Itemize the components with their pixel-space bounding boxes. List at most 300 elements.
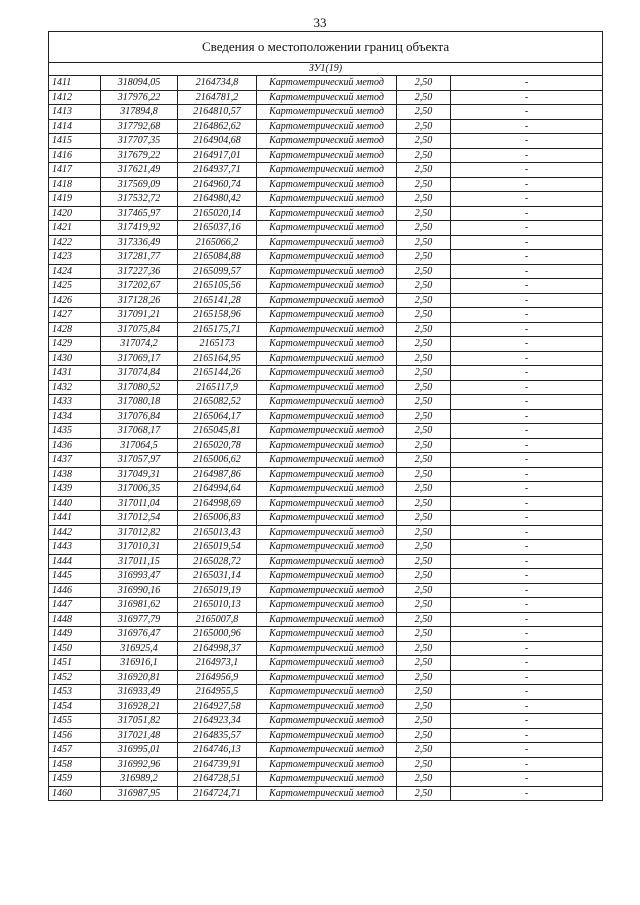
x-coordinate-cell: 316928,21 [101,699,178,714]
description-cell: - [451,279,603,294]
page-number: 33 [313,15,327,30]
y-coordinate-cell: 2165105,56 [178,279,257,294]
description-cell: - [451,163,603,178]
x-coordinate-cell: 317128,26 [101,293,178,308]
accuracy-cell: 2,50 [397,221,451,236]
method-cell: Картометрический метод [257,206,397,221]
point-number-cell: 1442 [49,525,101,540]
table-row [49,76,603,91]
table-row [49,366,603,381]
method-cell: Картометрический метод [257,656,397,671]
y-coordinate-cell: 2165031,14 [178,569,257,584]
table-row [49,641,603,656]
method-cell: Картометрический метод [257,380,397,395]
description-cell: - [451,453,603,468]
y-coordinate-cell: 2164998,69 [178,496,257,511]
description-cell: - [451,134,603,149]
point-number-cell: 1450 [49,641,101,656]
x-coordinate-cell: 317227,36 [101,264,178,279]
table-row [49,235,603,250]
accuracy-cell: 2,50 [397,438,451,453]
accuracy-cell: 2,50 [397,728,451,743]
method-cell: Картометрический метод [257,525,397,540]
table-row [49,148,603,163]
table-row [49,728,603,743]
point-number-cell: 1422 [49,235,101,250]
y-coordinate-cell: 2165020,14 [178,206,257,221]
point-number-cell: 1436 [49,438,101,453]
y-coordinate-cell: 2165006,62 [178,453,257,468]
table-row [49,525,603,540]
description-cell: - [451,598,603,613]
y-coordinate-cell: 2165028,72 [178,554,257,569]
point-number-cell: 1460 [49,786,101,801]
y-coordinate-cell: 2164955,5 [178,685,257,700]
y-coordinate-cell: 2164998,37 [178,641,257,656]
point-number-cell: 1413 [49,105,101,120]
point-number-cell: 1428 [49,322,101,337]
table-row [49,540,603,555]
description-cell: - [451,250,603,265]
description-cell: - [451,148,603,163]
point-number-cell: 1421 [49,221,101,236]
y-coordinate-cell: 2165019,19 [178,583,257,598]
boundary-table [48,31,603,801]
method-cell: Картометрический метод [257,685,397,700]
accuracy-cell: 2,50 [397,569,451,584]
y-coordinate-cell: 2164927,58 [178,699,257,714]
table-row [49,670,603,685]
table-row [49,627,603,642]
accuracy-cell: 2,50 [397,351,451,366]
point-number-cell: 1423 [49,250,101,265]
description-cell: - [451,656,603,671]
point-number-cell: 1418 [49,177,101,192]
point-number-cell: 1458 [49,757,101,772]
table-section-row [49,63,603,76]
point-number-cell: 1417 [49,163,101,178]
accuracy-cell: 2,50 [397,148,451,163]
table-row [49,250,603,265]
y-coordinate-cell: 2165007,8 [178,612,257,627]
description-cell: - [451,337,603,352]
x-coordinate-cell: 317074,84 [101,366,178,381]
accuracy-cell: 2,50 [397,206,451,221]
description-cell: - [451,322,603,337]
table-row [49,482,603,497]
y-coordinate-cell: 2164835,57 [178,728,257,743]
accuracy-cell: 2,50 [397,554,451,569]
x-coordinate-cell: 317006,35 [101,482,178,497]
table-row [49,438,603,453]
point-number-cell: 1453 [49,685,101,700]
method-cell: Картометрический метод [257,670,397,685]
description-cell: - [451,90,603,105]
point-number-cell: 1456 [49,728,101,743]
description-cell: - [451,409,603,424]
description-cell: - [451,554,603,569]
description-cell: - [451,221,603,236]
y-coordinate-cell: 2164937,71 [178,163,257,178]
x-coordinate-cell: 317679,22 [101,148,178,163]
description-cell: - [451,670,603,685]
y-coordinate-cell: 2164781,2 [178,90,257,105]
point-number-cell: 1429 [49,337,101,352]
point-number-cell: 1455 [49,714,101,729]
table-row [49,772,603,787]
table-row [49,757,603,772]
description-cell: - [451,627,603,642]
x-coordinate-cell: 316977,79 [101,612,178,627]
accuracy-cell: 2,50 [397,322,451,337]
y-coordinate-cell: 2164994,64 [178,482,257,497]
description-cell: - [451,424,603,439]
y-coordinate-cell: 2165173 [178,337,257,352]
accuracy-cell: 2,50 [397,496,451,511]
x-coordinate-cell: 317281,77 [101,250,178,265]
x-coordinate-cell: 318094,05 [101,76,178,91]
x-coordinate-cell: 317336,49 [101,235,178,250]
x-coordinate-cell: 316981,62 [101,598,178,613]
table-row [49,743,603,758]
accuracy-cell: 2,50 [397,641,451,656]
method-cell: Картометрический метод [257,366,397,381]
accuracy-cell: 2,50 [397,163,451,178]
y-coordinate-cell: 2165082,52 [178,395,257,410]
y-coordinate-cell: 2165066,2 [178,235,257,250]
description-cell: - [451,264,603,279]
x-coordinate-cell: 317011,04 [101,496,178,511]
description-cell: - [451,467,603,482]
y-coordinate-cell: 2165000,96 [178,627,257,642]
description-cell: - [451,612,603,627]
x-coordinate-cell: 317012,54 [101,511,178,526]
accuracy-cell: 2,50 [397,337,451,352]
accuracy-cell: 2,50 [397,192,451,207]
x-coordinate-cell: 317075,84 [101,322,178,337]
x-coordinate-cell: 317080,52 [101,380,178,395]
x-coordinate-cell: 317621,49 [101,163,178,178]
accuracy-cell: 2,50 [397,699,451,714]
point-number-cell: 1435 [49,424,101,439]
point-number-cell: 1412 [49,90,101,105]
accuracy-cell: 2,50 [397,293,451,308]
y-coordinate-cell: 2165020,78 [178,438,257,453]
method-cell: Картометрический метод [257,395,397,410]
table-row [49,380,603,395]
point-number-cell: 1445 [49,569,101,584]
point-number-cell: 1411 [49,76,101,91]
x-coordinate-cell: 317465,97 [101,206,178,221]
accuracy-cell: 2,50 [397,482,451,497]
point-number-cell: 1432 [49,380,101,395]
point-number-cell: 1425 [49,279,101,294]
method-cell: Картометрический метод [257,438,397,453]
table-row [49,395,603,410]
table-row [49,337,603,352]
accuracy-cell: 2,50 [397,380,451,395]
description-cell: - [451,714,603,729]
table-row [49,177,603,192]
point-number-cell: 1431 [49,366,101,381]
x-coordinate-cell: 316976,47 [101,627,178,642]
method-cell: Картометрический метод [257,424,397,439]
description-cell: - [451,496,603,511]
table-row [49,279,603,294]
method-cell: Картометрический метод [257,627,397,642]
description-cell: - [451,192,603,207]
description-cell: - [451,177,603,192]
table-row [49,293,603,308]
x-coordinate-cell: 317012,82 [101,525,178,540]
y-coordinate-cell: 2164923,34 [178,714,257,729]
accuracy-cell: 2,50 [397,772,451,787]
x-coordinate-cell: 317569,09 [101,177,178,192]
x-coordinate-cell: 317419,92 [101,221,178,236]
y-coordinate-cell: 2165013,43 [178,525,257,540]
description-cell: - [451,395,603,410]
y-coordinate-cell: 2165045,81 [178,424,257,439]
table-title: Сведения о местоположении границ объекта [49,32,603,63]
accuracy-cell: 2,50 [397,670,451,685]
accuracy-cell: 2,50 [397,395,451,410]
y-coordinate-cell: 2164973,1 [178,656,257,671]
table-row [49,424,603,439]
point-number-cell: 1414 [49,119,101,134]
description-cell: - [451,786,603,801]
table-row [49,714,603,729]
point-number-cell: 1441 [49,511,101,526]
accuracy-cell: 2,50 [397,424,451,439]
method-cell: Картометрический метод [257,728,397,743]
accuracy-cell: 2,50 [397,119,451,134]
method-cell: Картометрический метод [257,786,397,801]
y-coordinate-cell: 2165144,26 [178,366,257,381]
point-number-cell: 1419 [49,192,101,207]
table-row [49,453,603,468]
table-title-row [49,32,603,63]
x-coordinate-cell: 316992,96 [101,757,178,772]
description-cell: - [451,511,603,526]
table-row [49,409,603,424]
accuracy-cell: 2,50 [397,366,451,381]
method-cell: Картометрический метод [257,641,397,656]
table-row [49,322,603,337]
point-number-cell: 1426 [49,293,101,308]
point-number-cell: 1459 [49,772,101,787]
method-cell: Картометрический метод [257,308,397,323]
method-cell: Картометрический метод [257,453,397,468]
description-cell: - [451,757,603,772]
accuracy-cell: 2,50 [397,177,451,192]
accuracy-cell: 2,50 [397,279,451,294]
y-coordinate-cell: 2165164,95 [178,351,257,366]
y-coordinate-cell: 2164746,13 [178,743,257,758]
description-cell: - [451,743,603,758]
y-coordinate-cell: 2165175,71 [178,322,257,337]
description-cell: - [451,728,603,743]
y-coordinate-cell: 2165010,13 [178,598,257,613]
y-coordinate-cell: 2164724,71 [178,786,257,801]
x-coordinate-cell: 316993,47 [101,569,178,584]
point-number-cell: 1447 [49,598,101,613]
description-cell: - [451,380,603,395]
table-row [49,511,603,526]
point-number-cell: 1454 [49,699,101,714]
y-coordinate-cell: 2165099,57 [178,264,257,279]
y-coordinate-cell: 2165084,88 [178,250,257,265]
method-cell: Картометрический метод [257,337,397,352]
point-number-cell: 1416 [49,148,101,163]
method-cell: Картометрический метод [257,148,397,163]
accuracy-cell: 2,50 [397,467,451,482]
table-row [49,699,603,714]
y-coordinate-cell: 2164987,86 [178,467,257,482]
y-coordinate-cell: 2165158,96 [178,308,257,323]
method-cell: Картометрический метод [257,250,397,265]
table-row [49,134,603,149]
accuracy-cell: 2,50 [397,511,451,526]
method-cell: Картометрический метод [257,279,397,294]
description-cell: - [451,105,603,120]
x-coordinate-cell: 317202,67 [101,279,178,294]
accuracy-cell: 2,50 [397,656,451,671]
point-number-cell: 1446 [49,583,101,598]
x-coordinate-cell: 317064,5 [101,438,178,453]
accuracy-cell: 2,50 [397,105,451,120]
point-number-cell: 1437 [49,453,101,468]
x-coordinate-cell: 316995,01 [101,743,178,758]
table-row [49,206,603,221]
point-number-cell: 1415 [49,134,101,149]
x-coordinate-cell: 316920,81 [101,670,178,685]
point-number-cell: 1448 [49,612,101,627]
description-cell: - [451,119,603,134]
method-cell: Картометрический метод [257,134,397,149]
description-cell: - [451,569,603,584]
y-coordinate-cell: 2164917,01 [178,148,257,163]
point-number-cell: 1449 [49,627,101,642]
description-cell: - [451,641,603,656]
x-coordinate-cell: 317011,15 [101,554,178,569]
table-row [49,192,603,207]
table-row [49,119,603,134]
accuracy-cell: 2,50 [397,308,451,323]
y-coordinate-cell: 2165019,54 [178,540,257,555]
x-coordinate-cell: 317049,31 [101,467,178,482]
method-cell: Картометрический метод [257,569,397,584]
accuracy-cell: 2,50 [397,757,451,772]
accuracy-cell: 2,50 [397,250,451,265]
table-row [49,598,603,613]
point-number-cell: 1424 [49,264,101,279]
y-coordinate-cell: 2164734,8 [178,76,257,91]
table-row [49,685,603,700]
point-number-cell: 1433 [49,395,101,410]
method-cell: Картометрический метод [257,322,397,337]
x-coordinate-cell: 316925,4 [101,641,178,656]
y-coordinate-cell: 2165117,9 [178,380,257,395]
point-number-cell: 1434 [49,409,101,424]
x-coordinate-cell: 316990,16 [101,583,178,598]
method-cell: Картометрический метод [257,482,397,497]
accuracy-cell: 2,50 [397,453,451,468]
point-number-cell: 1444 [49,554,101,569]
accuracy-cell: 2,50 [397,627,451,642]
method-cell: Картометрический метод [257,540,397,555]
x-coordinate-cell: 317080,18 [101,395,178,410]
x-coordinate-cell: 317068,17 [101,424,178,439]
method-cell: Картометрический метод [257,221,397,236]
method-cell: Картометрический метод [257,612,397,627]
x-coordinate-cell: 317069,17 [101,351,178,366]
method-cell: Картометрический метод [257,467,397,482]
method-cell: Картометрический метод [257,743,397,758]
description-cell: - [451,540,603,555]
description-cell: - [451,206,603,221]
x-coordinate-cell: 317074,2 [101,337,178,352]
method-cell: Картометрический метод [257,511,397,526]
description-cell: - [451,76,603,91]
y-coordinate-cell: 2164904,68 [178,134,257,149]
y-coordinate-cell: 2164810,57 [178,105,257,120]
table-row [49,105,603,120]
description-cell: - [451,772,603,787]
point-number-cell: 1451 [49,656,101,671]
x-coordinate-cell: 317057,97 [101,453,178,468]
table-row [49,496,603,511]
x-coordinate-cell: 317792,68 [101,119,178,134]
method-cell: Картометрический метод [257,264,397,279]
table-row [49,467,603,482]
x-coordinate-cell: 316987,95 [101,786,178,801]
description-cell: - [451,525,603,540]
description-cell: - [451,366,603,381]
x-coordinate-cell: 317707,35 [101,134,178,149]
method-cell: Картометрический метод [257,409,397,424]
table-row [49,612,603,627]
y-coordinate-cell: 2165037,16 [178,221,257,236]
y-coordinate-cell: 2164739,91 [178,757,257,772]
table-row [49,554,603,569]
method-cell: Картометрический метод [257,598,397,613]
y-coordinate-cell: 2164956,9 [178,670,257,685]
accuracy-cell: 2,50 [397,743,451,758]
description-cell: - [451,583,603,598]
table-row [49,656,603,671]
x-coordinate-cell: 317532,72 [101,192,178,207]
method-cell: Картометрический метод [257,351,397,366]
point-number-cell: 1439 [49,482,101,497]
description-cell: - [451,685,603,700]
x-coordinate-cell: 317976,22 [101,90,178,105]
table-row [49,569,603,584]
accuracy-cell: 2,50 [397,685,451,700]
y-coordinate-cell: 2164980,42 [178,192,257,207]
point-number-cell: 1438 [49,467,101,482]
method-cell: Картометрический метод [257,177,397,192]
accuracy-cell: 2,50 [397,786,451,801]
x-coordinate-cell: 316916,1 [101,656,178,671]
method-cell: Картометрический метод [257,119,397,134]
accuracy-cell: 2,50 [397,525,451,540]
accuracy-cell: 2,50 [397,612,451,627]
point-number-cell: 1443 [49,540,101,555]
section-label: ЗУ1(19) [49,63,603,76]
accuracy-cell: 2,50 [397,540,451,555]
y-coordinate-cell: 2165006,83 [178,511,257,526]
y-coordinate-cell: 2165064,17 [178,409,257,424]
